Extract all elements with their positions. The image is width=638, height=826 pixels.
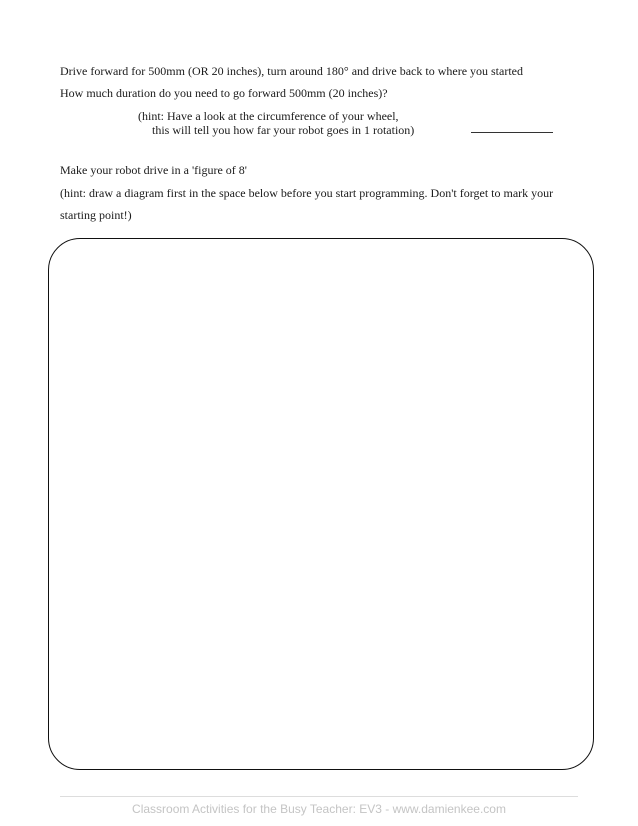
task1-question: How much duration do you need to go forward 500mm (20 inches)? [60,86,388,100]
page-footer: Classroom Activities for the Busy Teacher: EV3 - www.damienkee.com [132,802,506,816]
task2-instruction: Make your robot drive in a 'figure of 8' [60,163,247,177]
task2-hint: (hint: draw a diagram first in the space below before you start programming. Don't forget to mark your starting point!) [60,186,554,222]
footer-divider [60,796,578,797]
task1-hint-line2: this will tell you how far your robot goes in 1 rotation) [152,123,415,137]
answer-blank[interactable] [471,120,553,133]
task1-instruction: Drive forward for 500mm (OR 20 inches), turn around 180° and drive back to where you started [60,64,524,78]
diagram-drawing-area[interactable] [48,238,594,770]
task1-hint-line1: (hint: Have a look at the circumference of your wheel, [138,109,399,123]
